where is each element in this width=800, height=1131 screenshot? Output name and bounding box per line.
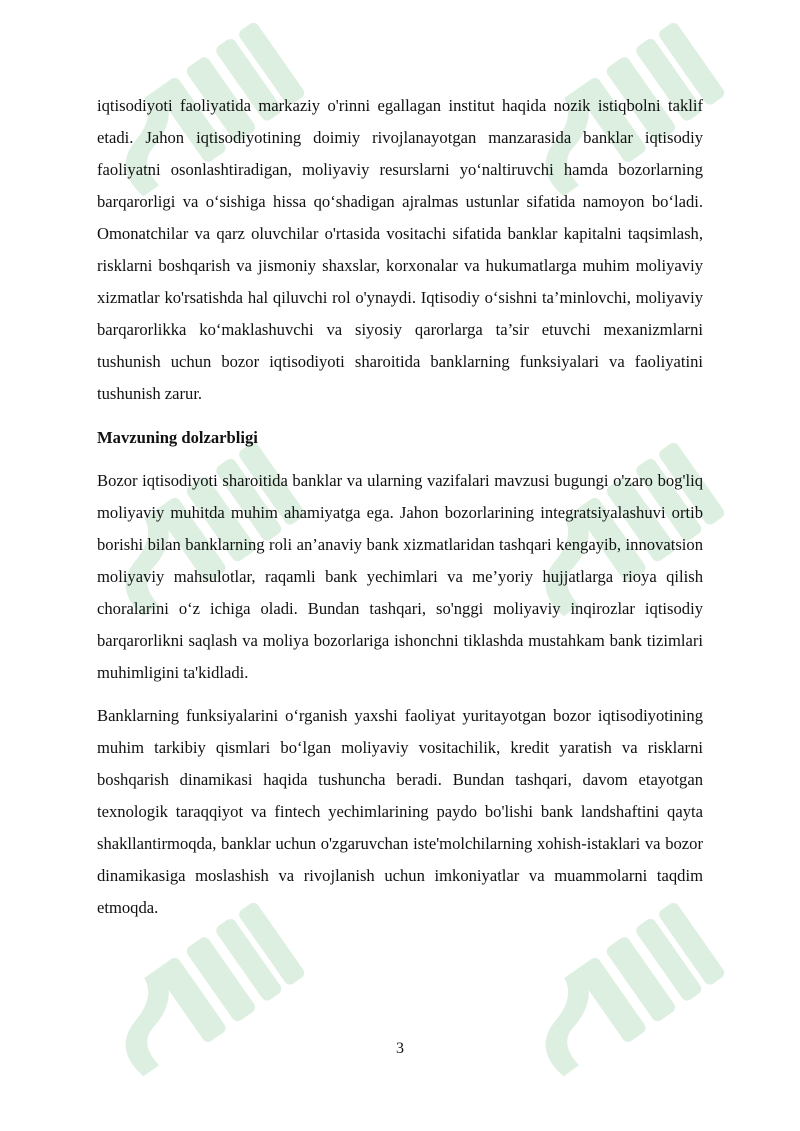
document-body	[97, 90, 703, 924]
body-paragraph: Bozor iqtisodiyoti sharoitida banklar va ularning vazifalari mavzusi bugungi o'zaro bog'liq moliyaviy muhitda muhim ahamiyatga ega. Jahon bozorlarining integratsiyalashuvi ortib borishi bilan banklarning roli an’anaviy bank xizmatlaridan tashqari kengayib, innovatsion moliyaviy mahsulotlar, raqamli bank yechimlari va me’yoriy hujjatlarga rioya qilish choralarini o‘z ichiga oladi. Bundan tashqari, so'nggi moliyaviy inqirozlar iqtisodiy barqarorlikni saqlash va moliya bozorlariga ishonchni tiklashda mustahkam bank tizimlari muhimligini ta'kidladi.	[97, 471, 703, 682]
section-heading: Mavzuning dolzarbligi	[97, 428, 258, 447]
page-number: 3	[396, 1040, 404, 1057]
body-paragraph: Banklarning funksiyalarini o‘rganish yaxshi faoliyat yuritayotgan bozor iqtisodiyotining muhim tarkibiy qismlari bo‘lgan moliyaviy vositachilik, kredit yaratish va risklarni boshqarish dinamikasi haqida tushuncha beradi. Bundan tashqari, davom etayotgan texnologik taraqqiyot va fintech yechimlarining paydo bo'lishi bank landshaftini qayta shakllantirmoqda, banklar uchun o'zgaruvchan iste'molchilarning xohish-istaklari va bozor dinamikasiga moslashish va rivojlanish uchun imkoniyatlar va muammolarni taqdim etmoqda.	[97, 706, 703, 917]
body-paragraph: iqtisodiyoti faoliyatida markaziy o'rinni egallagan institut haqida nozik istiqbolni taklif etadi. Jahon iqtisodiyotining doimiy rivojlanayotgan manzarasida banklar iqtisodiy faoliyatni osonlashtiradigan, moliyaviy resurslarni yo‘naltiruvchi hamda bozorlarning barqarorligi va o‘sishiga hissa qo‘shadigan ajralmas ustunlar sifatida namoyon bo‘ladi. Omonatchilar va qarz oluvchilar o'rtasida vositachi sifatida banklar kapitalni taqsimlash, risklarni boshqarish va jismoniy shaxslar, korxonalar va hukumatlarga muhim moliyaviy xizmatlar ko'rsatishda hal qiluvchi rol o'ynaydi. Iqtisodiy o‘sishni ta’minlovchi, moliyaviy barqarorlikka ko‘maklashuvchi va siyosiy qarorlarga ta’sir etuvchi mexanizmlarni tushunish uchun bozor iqtisodiyoti sharoitida banklarning funksiyalari va faoliyatini tushunish zarur.	[97, 96, 703, 403]
